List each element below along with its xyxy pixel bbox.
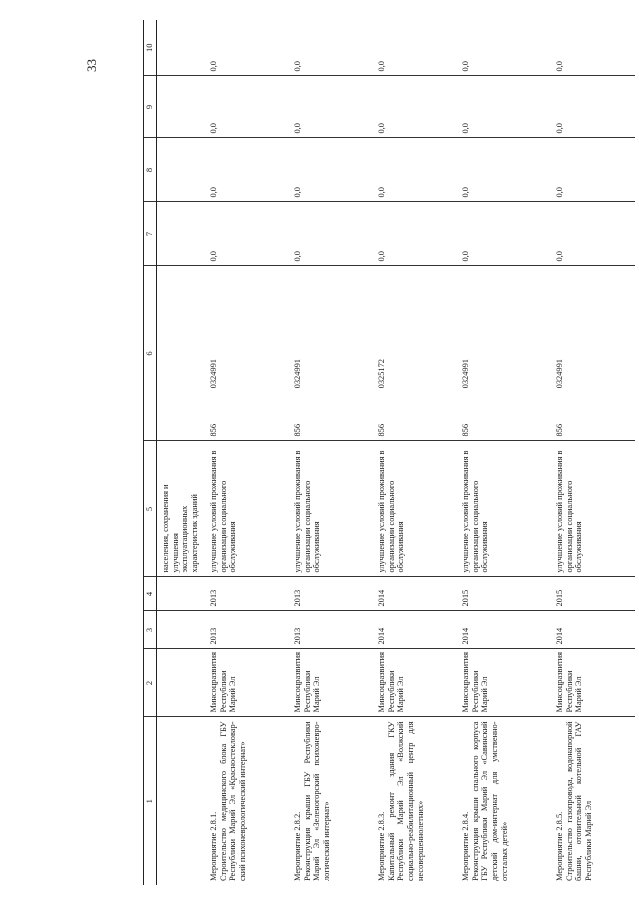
col-3-header: 3 (144, 611, 157, 649)
col-6-header: 6 (144, 266, 157, 441)
measure-description: Строительство медицинского блока ГБУ Республики Марий Эл «Красностекловар-ский психоневрологический интернат» (218, 721, 247, 881)
value-col-10: 0,0 (457, 20, 551, 76)
end-year-cell: 2014 (373, 577, 457, 611)
value-col-8: 0,0 (205, 138, 289, 202)
start-year-cell: 2014 (551, 611, 635, 649)
result-cell: улучшение условий проживания в организации социального обслуживания (457, 441, 551, 577)
measure-cell (373, 717, 457, 885)
code-csr: 0324991 (461, 359, 470, 389)
measure-description: Реконструкция крыши спального корпуса ГБУ Республики Марий Эл «Савинский детский дом-интернат для умственно-отсталых детей» (470, 721, 509, 881)
code-csr: 0325172 (377, 359, 386, 389)
value-col-9: 0,0 (205, 76, 289, 138)
end-year-cell: 2013 (289, 577, 373, 611)
code-csr: 0324991 (293, 359, 302, 389)
value-col-9: 0,0 (289, 76, 373, 138)
result-cell: улучшение условий проживания в организации социального обслуживания (205, 441, 289, 577)
code-grbs: 856 (293, 423, 302, 437)
col-2-header: 2 (144, 649, 157, 717)
end-year-cell: 2013 (205, 577, 289, 611)
executor-cell: Минсоцразвития Республики Марий Эл (373, 649, 457, 717)
result-cell: улучшение условий проживания в организации социального обслуживания (289, 441, 373, 577)
continuation-text (157, 441, 206, 577)
end-year-cell: 2015 (457, 577, 551, 611)
measure-cell (205, 717, 289, 885)
value-col-7: 0,0 (373, 202, 457, 266)
continuation-line: эксплуатационных (180, 505, 190, 573)
code-grbs: 856 (555, 423, 564, 437)
continuation-row (157, 20, 206, 885)
measure-cell (457, 717, 551, 885)
measure-number: Мероприятие 2.8.1. (209, 811, 218, 881)
executor-cell: Минсоцразвития Республики Марий Эл (551, 649, 635, 717)
value-col-7: 0,0 (205, 202, 289, 266)
measure-number: Мероприятие 2.8.4. (461, 811, 470, 881)
col-4-header: 4 (144, 577, 157, 611)
col-5-header: 5 (144, 441, 157, 577)
start-year-cell: 2013 (205, 611, 289, 649)
executor-cell: Минсоцразвития Республики Марий Эл (205, 649, 289, 717)
code-cell (457, 266, 551, 441)
measure-number: Мероприятие 2.8.2. (293, 811, 302, 881)
executor-cell: Минсоцразвития Республики Марий Эл (289, 649, 373, 717)
measure-description: Реконструкция крыши ГБУ Республики Марий Эл «Зеленогорский психоневро-логический интернат» (302, 721, 331, 881)
continuation-line: населения, сохранения и улучшения (161, 484, 180, 573)
table-row (373, 20, 457, 885)
value-col-8: 0,0 (551, 138, 635, 202)
start-year-cell: 2014 (373, 611, 457, 649)
measure-cell (551, 717, 635, 885)
table-row (205, 20, 289, 885)
start-year-cell: 2014 (457, 611, 551, 649)
program-measures-table (143, 20, 635, 885)
column-number-row (144, 20, 157, 885)
value-col-9: 0,0 (551, 76, 635, 138)
measure-description: Строительство газопровода, водонапорной башни, отопительной котельной ГАУ Республики Марий Эл (564, 721, 593, 881)
value-col-7: 0,0 (457, 202, 551, 266)
result-cell: улучшение условий проживания в организации социального обслуживания (373, 441, 457, 577)
col-7-header: 7 (144, 202, 157, 266)
code-cell (373, 266, 457, 441)
code-csr: 0324991 (209, 359, 218, 389)
table-row (551, 20, 635, 885)
value-col-10: 0,0 (373, 20, 457, 76)
col-1-header: 1 (144, 717, 157, 885)
value-col-8: 0,0 (373, 138, 457, 202)
code-grbs: 856 (209, 423, 218, 437)
value-col-8: 0,0 (289, 138, 373, 202)
result-cell: улучшение условий проживания в организации социального обслуживания (551, 441, 635, 577)
value-col-7: 0,0 (551, 202, 635, 266)
table-row (289, 20, 373, 885)
start-year-cell: 2013 (289, 611, 373, 649)
end-year-cell: 2015 (551, 577, 635, 611)
col-10-header: 10 (144, 20, 157, 76)
value-col-9: 0,0 (373, 76, 457, 138)
value-col-10: 0,0 (205, 20, 289, 76)
value-col-8: 0,0 (457, 138, 551, 202)
code-grbs: 856 (461, 423, 470, 437)
value-col-7: 0,0 (289, 202, 373, 266)
code-csr: 0324991 (555, 359, 564, 389)
code-cell (551, 266, 635, 441)
code-cell (205, 266, 289, 441)
col-9-header: 9 (144, 76, 157, 138)
col-8-header: 8 (144, 138, 157, 202)
value-col-9: 0,0 (457, 76, 551, 138)
table-row (457, 20, 551, 885)
page-number: 33 (84, 59, 99, 72)
measure-number: Мероприятие 2.8.5. (555, 811, 564, 881)
continuation-line: характеристик зданий (189, 494, 199, 573)
code-cell (289, 266, 373, 441)
measure-cell (289, 717, 373, 885)
value-col-10: 0,0 (551, 20, 635, 76)
measure-number: Мероприятие 2.8.3. (377, 811, 386, 881)
code-grbs: 856 (377, 423, 386, 437)
value-col-10: 0,0 (289, 20, 373, 76)
measure-description: Капитальный ремонт здания ГКУ Республики Марий Эл «Волжский социально-реабилитационный центр для несовершеннолетних» (386, 721, 425, 881)
executor-cell: Минсоцразвития Республики Марий Эл (457, 649, 551, 717)
